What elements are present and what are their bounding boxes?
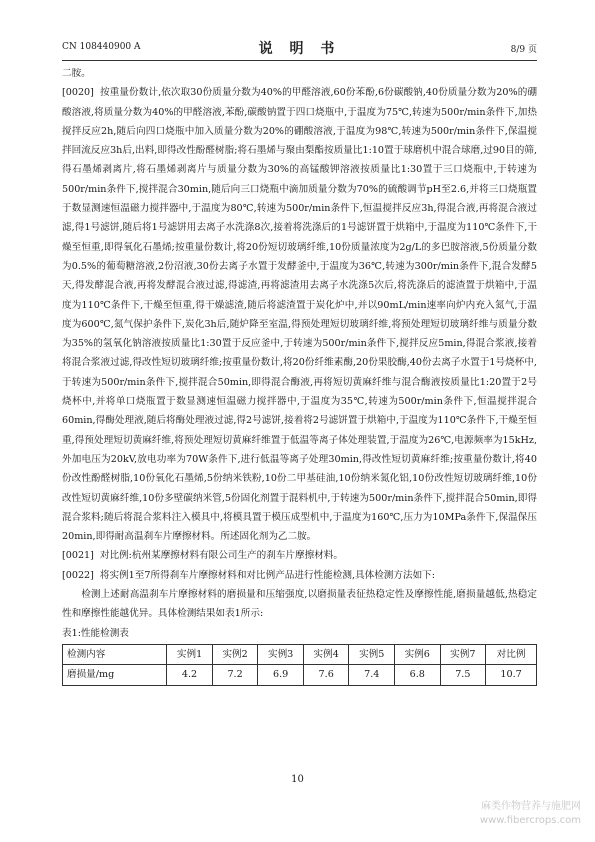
table-cell: 磨损量/mg — [63, 665, 167, 685]
document-body — [62, 64, 537, 686]
table-cell: 7.4 — [349, 665, 395, 685]
page-header — [62, 38, 537, 56]
performance-table — [62, 644, 537, 686]
table-header-cell: 实例4 — [303, 644, 349, 664]
table-cell: 7.2 — [212, 665, 258, 685]
table-header-cell: 实例2 — [212, 644, 258, 664]
paragraph-0022 — [62, 566, 537, 585]
table-header-row — [63, 644, 537, 664]
document-title: 说 明 书 — [258, 41, 341, 57]
watermark — [480, 800, 581, 828]
paragraph-text: 按重量份数计,依次取30份质量分数为40%的甲醛溶液,60份苯酚,6份碳酸钠,40份质量分数为20%的硼酸溶液,将质量分数为40%的甲醛溶液,苯酚,碳酸钠置于四口烧瓶中,于温度为75℃,转速为500r/min条件下,加热搅拌反应2h,随后向四口烧瓶中加入质量分数为20%的硼酸溶液,于温度为98℃,转速为500r/min条件下,保温搅拌回流反应3h后,出料,即得改性酚醛树脂;将石墨烯与聚由梨酯按质量比1:10置于球磨机中混合球磨,过90目的筛,得石墨烯剥离片,将石墨烯剥离片与质量分数为30%的高锰酸钾溶液按质量比1:30置于三口烧瓶中,于转速为500r/min条件下,搅拌混合30min,随后向三口烧瓶中滴加质量分数为70%的硫酸调节pH至2.6,并将三口烧瓶置于数显测速恒温磁力搅拌器中,于温度为80℃,转速为500r/min条件下,恒温搅拌反应3h,得混合液,再将混合液过滤,得1号滤饼,随后将1号滤饼用去离子水洗涤8次,接着将洗涤后的1号滤饼置于烘箱中,于温度为110℃条件下,干燥至恒重,即得氧化石墨烯;按重量份数计,将20份短切玻璃纤维,10份质量浓度为2g/L的多巴胺溶液,5份质量分数为0.5%的葡萄糖溶液,2份沼液,30份去离子水置于发酵釜中,于温度为36℃,转速为300r/min条件下,混合发酵5天,得发酵混合液,再将发酵混合液过滤,得滤渣,再将滤渣用去离子水洗涤5次后,将洗涤后的滤渣置于烘箱中,于温度为110℃条件下,干燥至恒重,得干燥滤渣,随后将滤渣置于炭化炉中,并以90mL/min速率向炉内充入氮气,于温度为600℃,氮气保护条件下,炭化3h后,随炉降至室温,得预处理短切玻璃纤维,将预处理短切玻璃纤维与质量分数为35%的氢氧化钠溶液按质量比1:30置于反应釜中,于转速为500r/min条件下,搅拌反应5min,得混合浆液,接着将混合浆液过滤,得改性短切玻璃纤维;按重量份数计,将20份纤维素酶,20份果胶酶,40份去离子水置于1号烧杯中,于转速为500r/min条件下,搅拌混合50min,即得混合酶液,再将短切黄麻纤维与混合酶液按质量比1:20置于2号烧杯中,并将单口烧瓶置于数显测速恒温磁力搅拌器中,于温度为35℃,转速为500r/min条件下,恒温搅拌混合60min,得酶处理液,随后将酶处理液过滤,得2号滤饼,接着将2号滤饼置于烘箱中,于温度为110℃条件下,干燥至恒重,得预处理短切黄麻纤维,将预处理短切黄麻纤维置于低温等离子体处理装置,于温度为26℃,电源频率为15kHz,外加电压为20kV,放电功率为70W条件下,进行低温等离子处理30min,得改性短切黄麻纤维;按重量份数计,将40份改性酚醛树脂,10份氧化石墨烯,5份纳米铁粉,10份二甲基硅油,10份纳米氮化铝,10份改性短切玻璃纤维,10份改性短切黄麻纤维,10份多壁碳纳米管,5份固化剂置于混料机中,于转速为500r/min条件下,搅拌混合50min,即得混合浆料;随后将混合浆料注入模具中,将模具置于模压成型机中,于温度为160℃,压力为10MPa条件下,保温保压20min,即得耐高温刹车片摩擦材料。所述固化剂为乙二胺。 — [62, 87, 537, 543]
table-cell: 7.5 — [440, 665, 486, 685]
watermark-line-1: 麻类作物营养与施肥网 — [481, 801, 581, 812]
paragraph-id: [0022] — [62, 569, 94, 581]
table-header-cell: 对比例 — [486, 644, 537, 664]
paragraph-id: [0020] — [62, 87, 94, 99]
paragraph-text: 对比例:杭州某摩擦材料有限公司生产的刹车片摩擦材料。 — [99, 550, 343, 562]
patent-number: CN 108440900 A — [62, 42, 141, 52]
table-header-cell: 检测内容 — [63, 644, 167, 664]
paragraph-text: 将实例1至7所得刹车片摩擦材料和对比例产品进行性能检测,具体检测方法如下: — [99, 569, 435, 581]
table-header-cell: 实例7 — [440, 644, 486, 664]
intro-text: 二胺。 — [62, 68, 91, 79]
table-header-cell: 实例3 — [258, 644, 304, 664]
page-indicator: 8/9 页 — [510, 45, 537, 55]
table-header-cell: 实例5 — [349, 644, 395, 664]
paragraph-id: [0021] — [62, 550, 94, 562]
table-header-cell: 实例6 — [395, 644, 441, 664]
page-number: 10 — [291, 774, 304, 785]
method-paragraph: 检测上述耐高温刹车片摩擦材料的磨损量和压缩强度,以磨损量表征热稳定性及摩擦性能,磨损量越低,热稳定性和摩擦性能越优异。具体检测结果如表1所示: — [62, 589, 537, 620]
header-rule — [62, 60, 537, 61]
table-cell: 10.7 — [486, 665, 537, 685]
paragraph-0020 — [62, 83, 537, 546]
table-header-cell: 实例1 — [167, 644, 213, 664]
table-row — [63, 665, 537, 685]
table-cell: 4.2 — [167, 665, 213, 685]
table-cell: 7.6 — [303, 665, 349, 685]
table-caption: 表1:性能检测表 — [62, 627, 129, 639]
table-cell: 6.8 — [395, 665, 441, 685]
watermark-line-2: www.fibercrops.com — [479, 815, 581, 826]
table-cell: 6.9 — [258, 665, 304, 685]
paragraph-0021 — [62, 546, 537, 565]
